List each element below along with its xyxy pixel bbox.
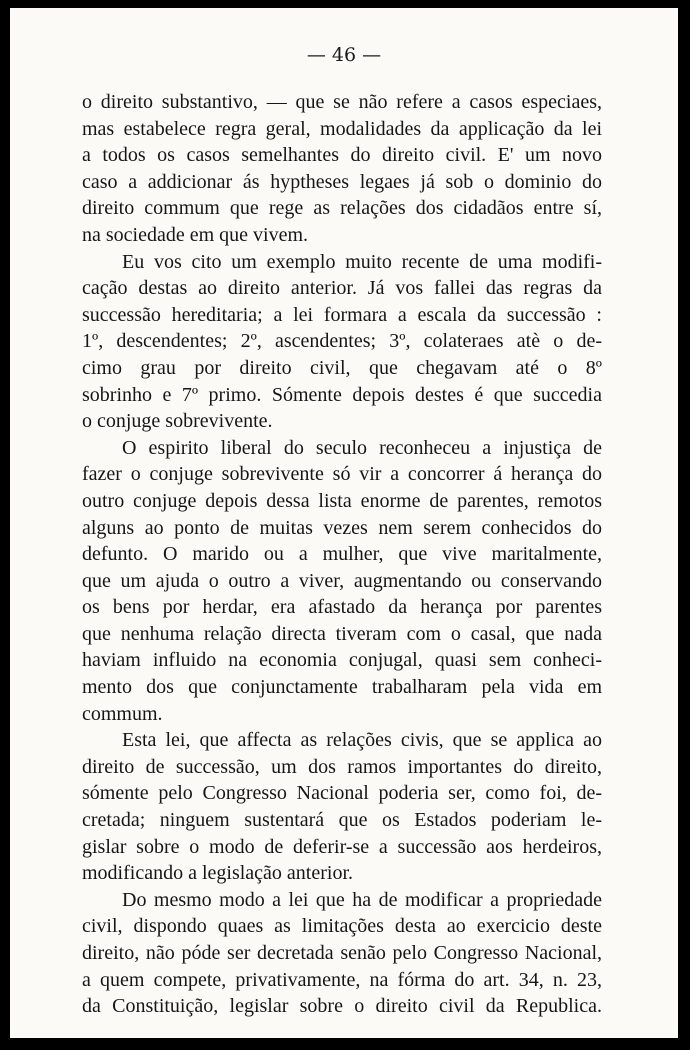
text-line: outro conjuge depois dessa lista enorme de parentes, remotos: [82, 489, 602, 512]
text-line: da Constituição, legislar sobre o direito civil da Republica.: [82, 995, 602, 1018]
paragraph: [82, 727, 602, 887]
text-line: que um ajuda o outro a viver, augmentando ou conservando: [82, 569, 602, 592]
text-line: gislar sobre o modo de deferir-se a successão aos herdeiros,: [82, 835, 602, 858]
text-line: os bens por herdar, era afastado da herança por parentes: [82, 596, 602, 619]
paragraph: [82, 435, 602, 728]
text-line: sobrinho e 7º primo. Sómente depois destes é que succedia: [82, 383, 602, 406]
text-line: caso a addicionar ás hyptheses legaes já sob o dominio do: [82, 170, 602, 193]
text-line: cimo grau por direito civil, que chegavam até o 8º: [82, 356, 602, 379]
text-line: o direito substantivo, — que se não refere a casos especiaes,: [82, 91, 602, 113]
text-line: direito commum que rege as relações dos cidadãos entre sí,: [82, 197, 602, 220]
text-line: a quem compete, privativamente, na fórma do art. 34, n. 23,: [82, 968, 602, 991]
text-line: cretada; ninguem sustentará que os Estados poderiam le-: [82, 809, 602, 832]
text-line: Esta lei, que affecta as relações civis, que se applica ao: [122, 729, 602, 752]
text-line: 1º, descendentes; 2º, ascendentes; 3º, colateraes atè o de-: [82, 330, 602, 353]
text-line: defunto. O marido ou a mulher, que vive maritalmente,: [82, 543, 602, 566]
text-line: cação destas ao direito anterior. Já vos fallei das regras da: [82, 277, 602, 300]
text-line: Do mesmo modo a lei que ha de modificar a propriedade: [122, 888, 602, 911]
text-line: modificando a legislação anterior.: [82, 862, 354, 885]
text-line: commum.: [82, 702, 163, 725]
text-line: sómente pelo Congresso Nacional poderia ser, como foi, de-: [82, 782, 602, 805]
text-line: haviam influido na economia conjugal, quasi sem conheci-: [82, 649, 602, 672]
text-line: fazer o conjuge sobrevivente só vir a concorrer á herança do: [82, 463, 602, 486]
text-line: a todos os casos semelhantes do direito civil. E' um novo: [82, 144, 602, 167]
text-line: civil, dispondo quaes as limitações desta ao exercicio deste: [82, 915, 602, 938]
paragraph: [82, 89, 602, 249]
text-line: mento dos que conjunctamente trabalharam pela vida em: [82, 676, 602, 699]
text-line: alguns ao ponto de muitas vezes nem serem conhecidos do: [82, 516, 602, 539]
book-page: [10, 8, 678, 1038]
text-line: que nenhuma relação directa tiveram com o casal, que nada: [82, 622, 602, 645]
text-line: direito de successão, um dos ramos importantes do direito,: [82, 755, 602, 778]
text-line: O espirito liberal do seculo reconheceu a injustiça de: [122, 436, 602, 459]
page-number: — 46 —: [306, 44, 382, 66]
text-line: mas estabelece regra geral, modalidades da applicação da lei: [82, 117, 602, 140]
text-line: successão hereditaria; a lei formara a escala da successão :: [82, 303, 602, 326]
text-line: na sociedade em que vivem.: [82, 223, 309, 246]
body-text: [82, 89, 602, 1020]
paragraph: [82, 887, 602, 1020]
text-line: direito, não póde ser decretada senão pelo Congresso Nacional,: [82, 942, 602, 964]
paragraph: [82, 249, 602, 435]
text-line: Eu vos cito um exemplo muito recente de uma modifi-: [122, 250, 602, 273]
text-line: o conjuge sobrevivente.: [82, 410, 273, 433]
